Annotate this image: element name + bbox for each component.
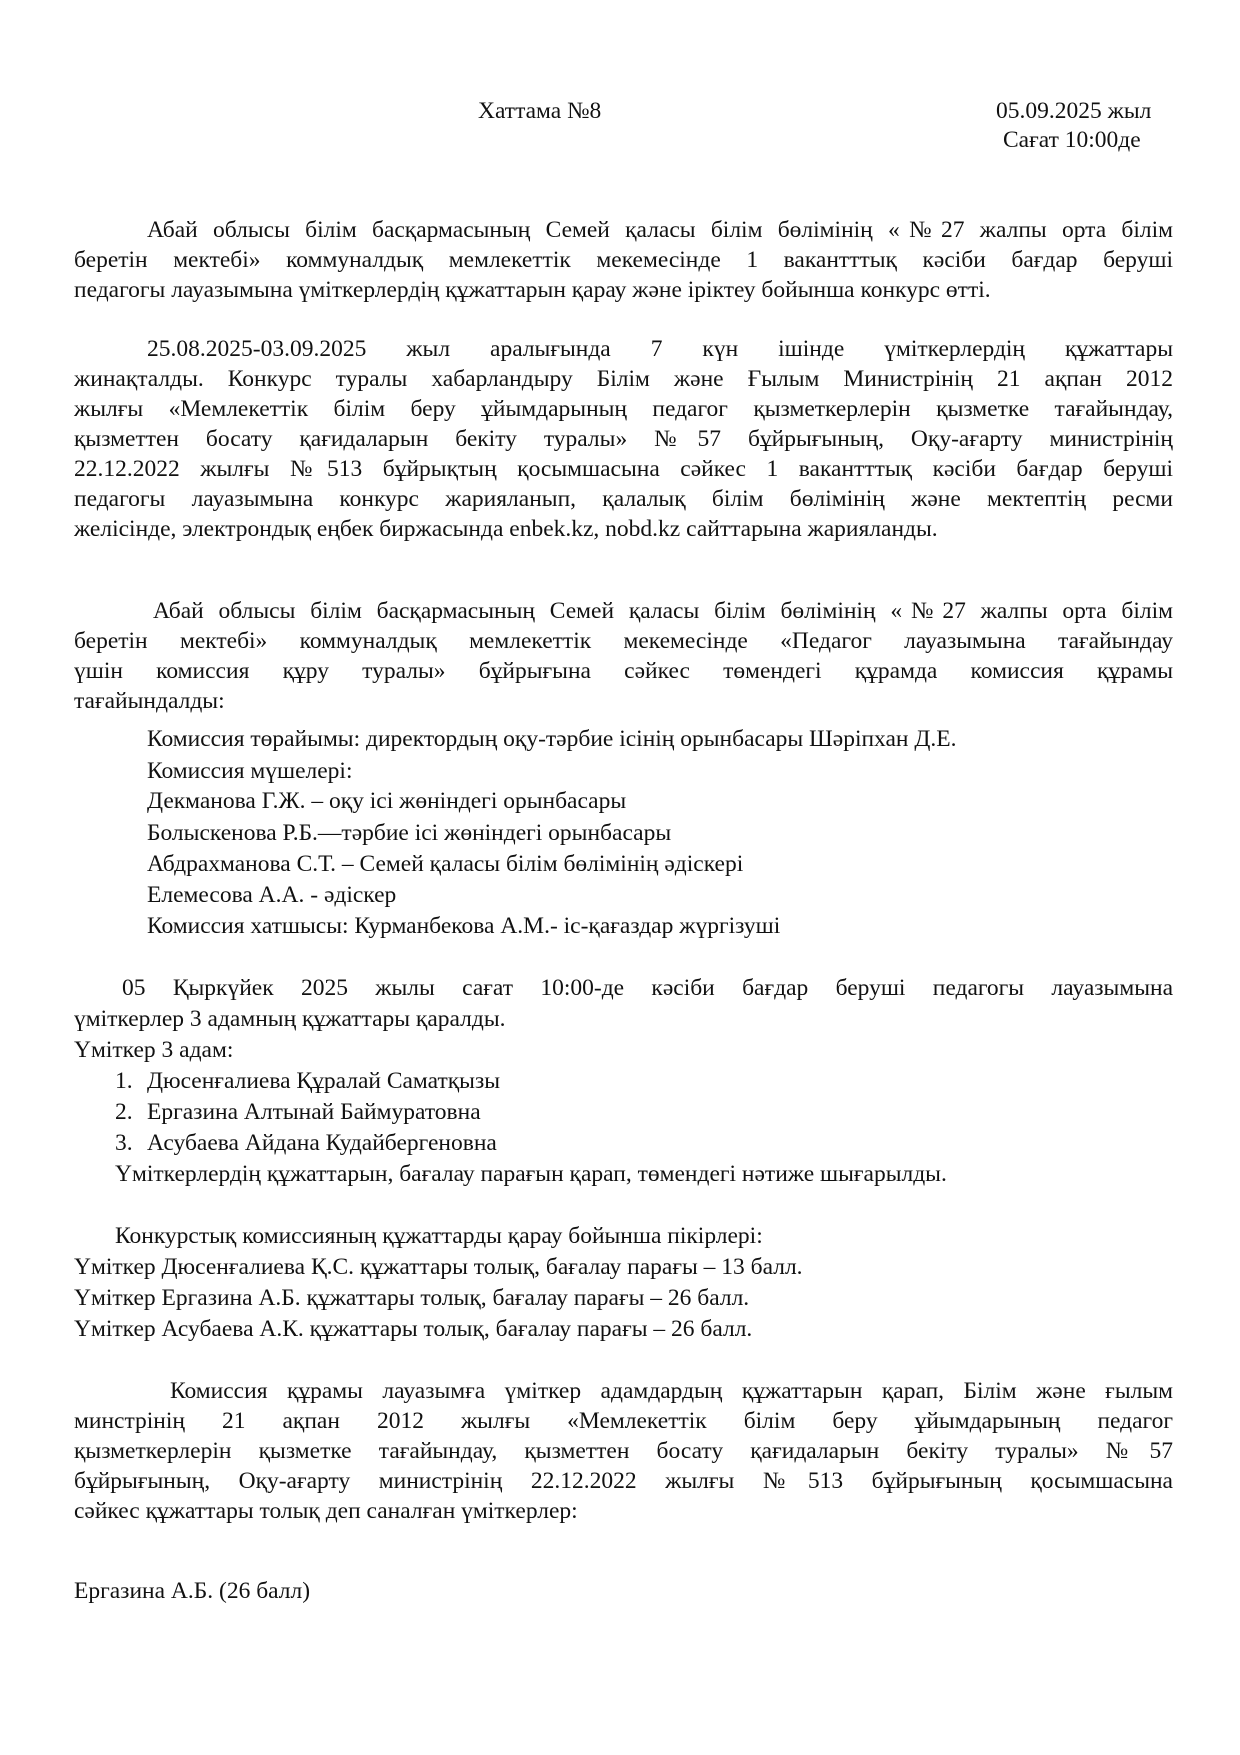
document-title: Хаттама №8 bbox=[478, 98, 602, 124]
para5-line: Комиссия құрамы лауазымға үміткер адамдардың құжаттарын қарап, Білім және ғылым bbox=[170, 1378, 1173, 1404]
para2-line: жылғы «Мемлекеттік білім беру ұйымдарының педагог қызметкерлерін қызметке тағайындау, bbox=[74, 396, 1173, 422]
para1-line: беретін мектебі» коммуналдық мемлекеттік мекемесінде 1 вакантттық кәсіби бағдар беруші bbox=[74, 247, 1173, 273]
selected-candidate: Ергазина А.Б. (26 балл) bbox=[74, 1578, 311, 1604]
candidate-item bbox=[115, 1066, 500, 1096]
para3-line: тағайындалды: bbox=[74, 688, 225, 714]
commission-member: Болыскенова Р.Б.—тәрбие ісі жөніндегі орынбасары bbox=[147, 820, 672, 846]
para2-line: жинақталды. Конкурс туралы хабарландыру Білім және Ғылым Министрінің 21 ақпан 2012 bbox=[74, 366, 1173, 392]
para3-line: үшін комиссия құру туралы» бұйрығына сәйкес төмендегі құрамда комиссия құрамы bbox=[74, 658, 1173, 684]
para2-line: желісінде, электрондық еңбек биржасында enbek.kz, nobd.kz сайттарына жарияланды. bbox=[74, 516, 938, 542]
opinion-line: Үміткер Асубаева А.К. құжаттары толық, бағалау парағы – 26 балл. bbox=[74, 1316, 753, 1342]
para3-line: Абай облысы білім басқармасының Семей қаласы білім бөлімінің «№27 жалпы орта білім bbox=[153, 598, 1173, 624]
para5-line: қызметкерлерін қызметке тағайындау, қызметтен босату қағидаларын бекіту туралы» №57 bbox=[74, 1438, 1173, 1464]
opinion-line: Үміткер Дюсенғалиева Қ.С. құжаттары толық, бағалау парағы – 13 балл. bbox=[74, 1254, 803, 1280]
commission-chair: Комиссия төрайымы: директордың оқу-тәрбие ісінің орынбасары Шәріпхан Д.Е. bbox=[147, 726, 957, 752]
candidate-number: 3. bbox=[115, 1130, 133, 1156]
para2-line: педагогы лауазымына конкурс жарияланып, қалалық білім бөлімінің және мектептің ресми bbox=[74, 486, 1173, 512]
candidate-name: Асубаева Айдана Кудайбергеновна bbox=[147, 1130, 497, 1156]
para1-line: Абай облысы білім басқармасының Семей қаласы білім бөлімінің «№27 жалпы орта білім bbox=[147, 217, 1173, 243]
document-time: Сағат 10:00де bbox=[1003, 127, 1141, 153]
para2-line: 22.12.2022 жылғы №513 бұйрықтың қосымшасына сәйкес 1 вакантттық кәсіби бағдар беруші bbox=[74, 456, 1173, 482]
commission-member: Елемесова А.А. - әдіскер bbox=[147, 882, 397, 908]
commission-member: Декманова Г.Ж. – оқу ісі жөніндегі орынбасары bbox=[147, 788, 627, 814]
candidate-number: 2. bbox=[115, 1099, 133, 1125]
para5-line: сәйкес құжаттары толық деп саналған үміткерлер: bbox=[74, 1498, 578, 1524]
commission-secretary: Комиссия хатшысы: Курманбекова А.М.- іс-қағаздар жүргізуші bbox=[147, 913, 781, 939]
candidate-name: Дюсенғалиева Құралай Саматқызы bbox=[147, 1068, 501, 1094]
candidates-heading: Үміткер 3 адам: bbox=[74, 1037, 234, 1063]
candidates-result: Үміткерлердің құжаттарын, бағалау парағын қарап, төмендегі нәтиже шығарылды. bbox=[115, 1161, 947, 1187]
candidate-number: 1. bbox=[115, 1068, 133, 1094]
para4-line: 05 Қыркүйек 2025 жылы сағат 10:00-де кәсіби бағдар беруші педагогы лауазымына bbox=[122, 975, 1173, 1001]
candidate-name: Ергазина Алтынай Баймуратовна bbox=[147, 1099, 481, 1125]
para5-line: бұйрығының, Оқу-ағарту министрінің 22.12.2022 жылғы №513 бұйрығының қосымшасына bbox=[74, 1468, 1173, 1494]
para4-line: үміткерлер 3 адамның құжаттары қаралды. bbox=[74, 1006, 506, 1032]
opinion-line: Үміткер Ергазина А.Б. құжаттары толық, бағалау парағы – 26 балл. bbox=[74, 1285, 750, 1311]
candidate-item bbox=[115, 1097, 481, 1127]
candidate-item bbox=[115, 1128, 497, 1158]
para5-line: минстрінің 21 ақпан 2012 жылғы «Мемлекеттік білім беру ұйымдарының педагог bbox=[74, 1408, 1173, 1434]
para3-line: беретін мектебі» коммуналдық мемлекеттік мекемесінде «Педагог лауазымына тағайындау bbox=[74, 628, 1173, 654]
document-date: 05.09.2025 жыл bbox=[996, 98, 1152, 124]
commission-members-heading: Комиссия мүшелері: bbox=[147, 758, 353, 784]
para1-line: педагогы лауазымына үміткерлердің құжаттарын қарау және іріктеу бойынша конкурс өтті. bbox=[74, 277, 991, 303]
commission-member: Абдрахманова С.Т. – Семей қаласы білім бөлімінің әдіскері bbox=[147, 851, 744, 877]
para2-line: қызметтен босату қағидаларын бекіту туралы» №57 бұйрығының, Оқу-ағарту министрінің bbox=[74, 426, 1173, 452]
opinions-heading: Конкурстық комиссияның құжаттарды қарау бойынша пікірлері: bbox=[115, 1223, 763, 1249]
para2-line: 25.08.2025-03.09.2025 жыл аралығында 7 күн ішінде үміткерлердің құжаттары bbox=[147, 336, 1173, 362]
